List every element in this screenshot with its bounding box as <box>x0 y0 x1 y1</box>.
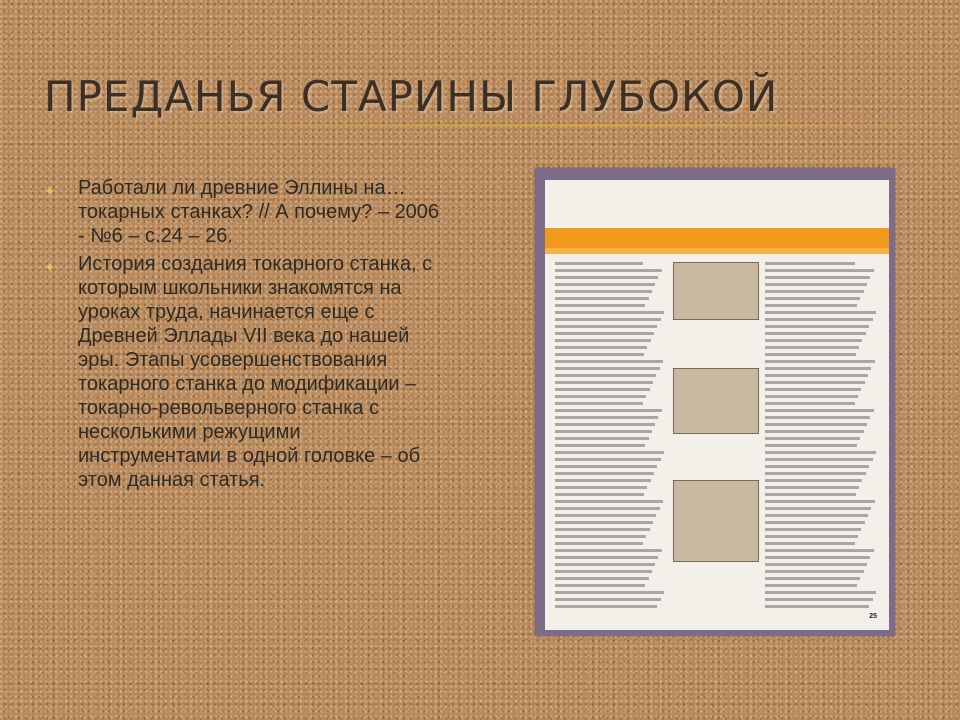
lathe-illustration-1 <box>673 262 759 320</box>
text-line <box>765 584 857 587</box>
text-line <box>555 479 651 482</box>
text-line <box>765 437 860 440</box>
text-line <box>555 297 649 300</box>
lathe-illustration-2 <box>673 368 759 434</box>
text-line <box>555 269 662 272</box>
text-line <box>555 465 657 468</box>
text-line <box>765 381 865 384</box>
text-line <box>765 367 871 370</box>
text-line <box>555 458 661 461</box>
text-line <box>555 402 643 405</box>
text-line <box>555 395 646 398</box>
text-line <box>765 262 855 265</box>
text-line <box>765 451 876 454</box>
text-line <box>765 416 870 419</box>
text-line <box>765 395 858 398</box>
text-line <box>555 283 655 286</box>
bullet-text: Работали ли древние Эллины на… токарных станках? // А почему? – 2006 - №6 – с.24 – 26. <box>78 177 440 247</box>
text-line <box>765 591 876 594</box>
text-line <box>555 353 644 356</box>
text-line <box>765 318 873 321</box>
text-line <box>765 353 856 356</box>
text-line <box>765 521 865 524</box>
text-line <box>765 458 873 461</box>
text-line <box>765 444 857 447</box>
text-line <box>765 465 869 468</box>
text-line <box>555 430 652 433</box>
magazine-scan-image <box>535 168 895 636</box>
bullet-list <box>44 176 444 496</box>
bullet-text: История создания токарного станка, с которым школьники знакомятся на уроках труда, начинается еще с Древней Эллады VII века до нашей эры. Этапы усовершенствования токарного станка до модификации – токарно-револьверного станка с несколькими режущими инструментами в одной головке – об этом данная статья. <box>78 253 433 491</box>
text-line <box>555 423 655 426</box>
text-line <box>555 409 662 412</box>
text-line <box>555 598 661 601</box>
text-line <box>765 563 867 566</box>
text-column-right <box>765 262 877 612</box>
text-line <box>555 325 657 328</box>
text-line <box>555 388 650 391</box>
text-line <box>555 311 664 314</box>
text-line <box>765 430 864 433</box>
text-line <box>555 493 644 496</box>
text-line <box>765 598 873 601</box>
text-line <box>765 360 875 363</box>
text-line <box>555 290 652 293</box>
text-line <box>555 486 647 489</box>
text-line <box>765 535 858 538</box>
text-line <box>555 367 660 370</box>
text-line <box>555 318 661 321</box>
text-line <box>765 290 864 293</box>
text-line <box>555 563 655 566</box>
text-line <box>555 332 654 335</box>
text-line <box>765 346 859 349</box>
text-line <box>765 577 860 580</box>
magazine-page <box>545 180 889 630</box>
text-line <box>765 570 864 573</box>
text-line <box>555 500 663 503</box>
magazine-page-number: 25 <box>869 613 877 620</box>
text-line <box>765 325 869 328</box>
text-line <box>765 297 860 300</box>
text-line <box>555 605 657 608</box>
text-line <box>555 451 664 454</box>
text-line <box>765 472 866 475</box>
text-column-left <box>555 262 665 612</box>
bullet-item <box>44 176 444 248</box>
text-line <box>765 605 869 608</box>
text-line <box>765 542 855 545</box>
text-line <box>765 276 870 279</box>
text-line <box>555 514 656 517</box>
text-line <box>555 570 652 573</box>
text-line <box>555 542 643 545</box>
text-line <box>555 262 643 265</box>
text-line <box>555 416 658 419</box>
text-line <box>765 500 875 503</box>
text-line <box>765 423 867 426</box>
text-line <box>555 444 645 447</box>
text-line <box>555 276 658 279</box>
text-line <box>555 507 660 510</box>
text-line <box>555 549 662 552</box>
slide-title: ПРЕДАНЬЯ СТАРИНЫ ГЛУБОКОЙ <box>44 72 779 121</box>
title-underline <box>40 124 940 126</box>
text-line <box>555 591 664 594</box>
text-line <box>555 304 645 307</box>
text-line <box>555 437 649 440</box>
text-line <box>765 479 862 482</box>
text-line <box>555 339 651 342</box>
star-bullet-icon: ✦ <box>44 183 56 199</box>
text-line <box>765 304 857 307</box>
lathe-illustration-3 <box>673 480 759 562</box>
text-line <box>765 507 871 510</box>
text-line <box>555 521 653 524</box>
orange-header-band <box>545 228 889 248</box>
text-line <box>555 528 650 531</box>
text-line <box>765 269 874 272</box>
text-line <box>555 360 663 363</box>
text-line <box>765 514 868 517</box>
text-line <box>765 549 874 552</box>
text-line <box>765 409 874 412</box>
text-line <box>765 556 870 559</box>
text-line <box>765 339 862 342</box>
text-line <box>555 346 647 349</box>
star-bullet-icon: ✦ <box>44 259 56 275</box>
text-line <box>765 283 867 286</box>
text-line <box>765 402 855 405</box>
text-line <box>765 374 868 377</box>
text-line <box>765 486 859 489</box>
text-line <box>765 332 866 335</box>
text-line <box>765 388 861 391</box>
text-line <box>555 556 658 559</box>
text-line <box>555 584 645 587</box>
text-line <box>555 374 656 377</box>
text-line <box>555 577 649 580</box>
text-line <box>555 535 646 538</box>
text-line <box>765 493 856 496</box>
text-line <box>765 528 861 531</box>
text-line <box>555 381 653 384</box>
text-line <box>765 311 876 314</box>
text-line <box>555 472 654 475</box>
bullet-item <box>44 252 444 492</box>
orange-header-subband <box>545 248 889 254</box>
